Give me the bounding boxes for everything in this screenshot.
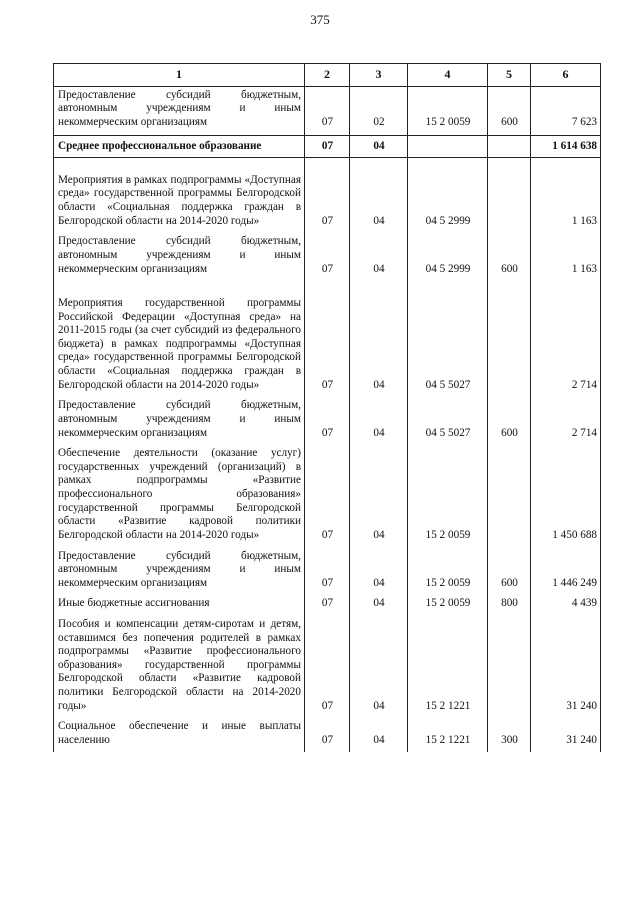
row-section: 07 [305, 86, 350, 135]
row-section: 07 [305, 616, 350, 718]
row-name: Предоставление субсидий бюджетным, автономным учреждениям и иным некоммерческим организациям [54, 233, 305, 281]
row-expense-type [488, 616, 531, 718]
row-section: 07 [305, 397, 350, 445]
table-row-section-total [54, 135, 601, 158]
row-name: Предоставление субсидий бюджетным, автономным учреждениям и иным некоммерческим организациям [54, 86, 305, 135]
row-name: Мероприятия государственной программы Российской Федерации «Доступная среда» на 2011-2015 годы (за счет субсидий из федерального бюджета) в рамках подпрограммы «Доступная среда» государственной программы Белгородской области «Социальная поддержка граждан в Белгородской области на 2014-2020 годы» [54, 281, 305, 397]
row-expense-type [488, 281, 531, 397]
row-expense-type: 600 [488, 233, 531, 281]
row-target-article: 04 5 2999 [408, 158, 488, 234]
row-subsection: 04 [350, 547, 408, 595]
row-expense-type: 600 [488, 547, 531, 595]
row-subsection: 04 [350, 445, 408, 547]
row-name: Социальное обеспечение и иные выплаты населению [54, 718, 305, 752]
row-section: 07 [305, 547, 350, 595]
row-subsection: 02 [350, 86, 408, 135]
row-section: 07 [305, 595, 350, 616]
header-col-1: 1 [54, 64, 305, 87]
table-row [54, 547, 601, 595]
row-target-article: 04 5 2999 [408, 233, 488, 281]
table-row [54, 281, 601, 397]
table-row [54, 718, 601, 752]
row-section: 07 [305, 233, 350, 281]
row-amount: 31 240 [531, 718, 601, 752]
row-section: 07 [305, 718, 350, 752]
row-target-article: 15 2 0059 [408, 595, 488, 616]
row-target-article: 15 2 1221 [408, 616, 488, 718]
row-name: Иные бюджетные ассигнования [54, 595, 305, 616]
row-subsection: 04 [350, 135, 408, 158]
row-subsection: 04 [350, 616, 408, 718]
row-subsection: 04 [350, 281, 408, 397]
row-expense-type: 600 [488, 397, 531, 445]
header-col-2: 2 [305, 64, 350, 87]
row-target-article: 15 2 0059 [408, 86, 488, 135]
header-col-6: 6 [531, 64, 601, 87]
table-row [54, 86, 601, 135]
row-subsection: 04 [350, 718, 408, 752]
row-target-article: 15 2 0059 [408, 547, 488, 595]
row-expense-type: 300 [488, 718, 531, 752]
row-name: Среднее профессиональное образование [54, 135, 305, 158]
row-target-article: 15 2 1221 [408, 718, 488, 752]
row-section: 07 [305, 158, 350, 234]
row-expense-type [488, 445, 531, 547]
row-target-article: 04 5 5027 [408, 281, 488, 397]
header-col-3: 3 [350, 64, 408, 87]
row-amount: 1 163 [531, 233, 601, 281]
row-name: Мероприятия в рамках подпрограммы «Доступная среда» государственной программы Белгородской области «Социальная поддержка граждан в Белгородской области на 2014-2020 годы» [54, 158, 305, 234]
row-amount: 4 439 [531, 595, 601, 616]
row-amount: 31 240 [531, 616, 601, 718]
header-col-4: 4 [408, 64, 488, 87]
row-amount: 1 614 638 [531, 135, 601, 158]
table-row [54, 397, 601, 445]
table-row [54, 445, 601, 547]
row-subsection: 04 [350, 397, 408, 445]
row-amount: 7 623 [531, 86, 601, 135]
row-amount: 2 714 [531, 281, 601, 397]
row-subsection: 04 [350, 158, 408, 234]
row-expense-type [488, 158, 531, 234]
row-expense-type: 800 [488, 595, 531, 616]
table-row [54, 616, 601, 718]
row-subsection: 04 [350, 595, 408, 616]
row-section: 07 [305, 281, 350, 397]
page-number: 375 [310, 12, 330, 27]
row-target-article: 04 5 5027 [408, 397, 488, 445]
row-expense-type [488, 135, 531, 158]
row-subsection: 04 [350, 233, 408, 281]
row-amount: 1 450 688 [531, 445, 601, 547]
row-target-article [408, 135, 488, 158]
table-row [54, 158, 601, 234]
row-name: Предоставление субсидий бюджетным, автономным учреждениям и иным некоммерческим организациям [54, 547, 305, 595]
row-section: 07 [305, 135, 350, 158]
row-amount: 1 446 249 [531, 547, 601, 595]
row-name: Предоставление субсидий бюджетным, автономным учреждениям и иным некоммерческим организациям [54, 397, 305, 445]
table-header-row [54, 64, 601, 87]
table-row [54, 233, 601, 281]
row-section: 07 [305, 445, 350, 547]
budget-table [53, 63, 601, 752]
header-col-5: 5 [488, 64, 531, 87]
row-name: Обеспечение деятельности (оказание услуг) государственных учреждений (организаций) в рамках подпрограммы «Развитие профессионального образования» государственной программы Белгородской области «Развитие кадровой политики Белгородской области на 2014-2020 годы» [54, 445, 305, 547]
row-expense-type: 600 [488, 86, 531, 135]
row-amount: 2 714 [531, 397, 601, 445]
table-row [54, 595, 601, 616]
row-amount: 1 163 [531, 158, 601, 234]
row-name: Пособия и компенсации детям-сиротам и детям, оставшимся без попечения родителей в рамках подпрограммы «Развитие профессионального образования» государственной программы Белгородской области «Развитие кадровой политики Белгородской области на 2014-2020 годы» [54, 616, 305, 718]
row-target-article: 15 2 0059 [408, 445, 488, 547]
